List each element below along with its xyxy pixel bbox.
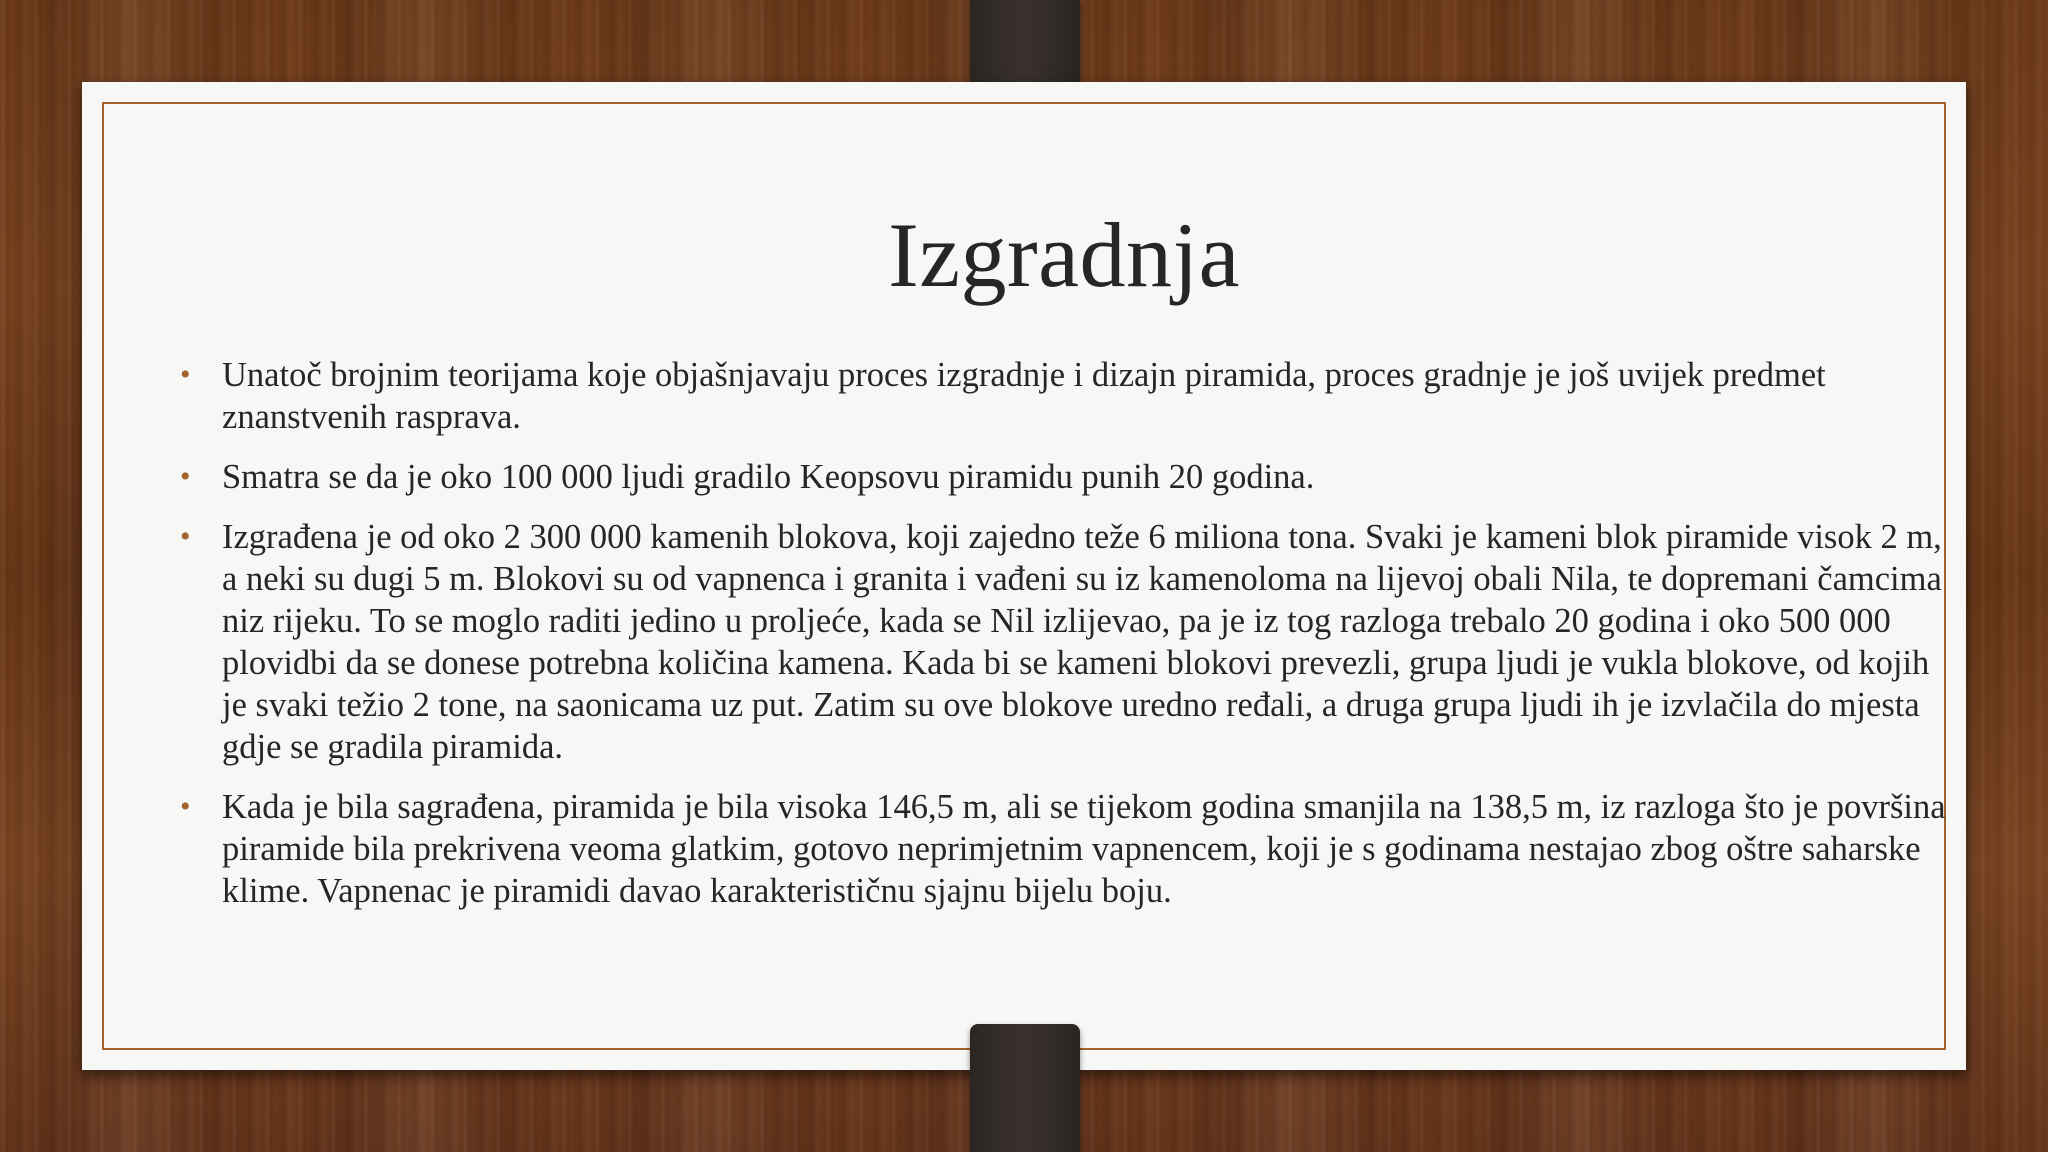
slide-title: Izgradnja xyxy=(888,204,1240,306)
bullet-marker: • xyxy=(180,520,191,553)
bullet-marker: • xyxy=(180,358,191,391)
bullet-item xyxy=(180,786,1992,912)
bullet-list xyxy=(180,354,1992,930)
bullet-item xyxy=(180,354,1992,438)
bottom-strap-decoration xyxy=(970,1024,1080,1152)
bullet-marker: • xyxy=(180,460,191,493)
bullet-marker: • xyxy=(180,790,191,823)
bullet-text: Kada je bila sagrađena, piramida je bila visoka 146,5 m, ali se tijekom godina smanjila na 138,5 m, iz razloga što je površina piramide bila prekrivena veoma glatkim, gotovo neprimjetnim vapnencem, koji je s godinama nestajao zbog oštre saharske klime. Vapnenac je piramidi davao karakterističnu sjajnu bijelu boju. xyxy=(222,788,1946,910)
bullet-item xyxy=(180,516,1992,768)
bullet-text: Izgrađena je od oko 2 300 000 kamenih blokova, koji zajedno teže 6 miliona tona. Svaki je kameni blok piramide visok 2 m, a neki su dugi 5 m. Blokovi su od vapnenca i granita i vađeni su iz kamenoloma na lijevoj obali Nila, te dopremani čamcima niz rijeku. To se moglo raditi jedino u proljeće, kada se Nil izlijevao, pa je iz tog razloga trebalo 20 godina i oko 500 000 plovidbi da se donese potrebna količina kamena. Kada bi se kameni blokovi prevezli, grupa ljudi je vukla blokove, od kojih je svaki težio 2 tone, na saonicama uz put. Zatim su ove blokove uredno ređali, a druga grupa ljudi ih je izvlačila do mjesta gdje se gradila piramida. xyxy=(222,518,1942,766)
bullet-text: Unatoč brojnim teorijama koje objašnjavaju proces izgradnje i dizajn piramida, proces gradnje je još uvijek predmet znanstvenih rasprava. xyxy=(222,356,1826,436)
slide-card xyxy=(82,82,1966,1070)
bullet-item xyxy=(180,456,1992,498)
bullet-text: Smatra se da je oko 100 000 ljudi gradilo Keopsovu piramidu punih 20 godina. xyxy=(222,458,1315,496)
